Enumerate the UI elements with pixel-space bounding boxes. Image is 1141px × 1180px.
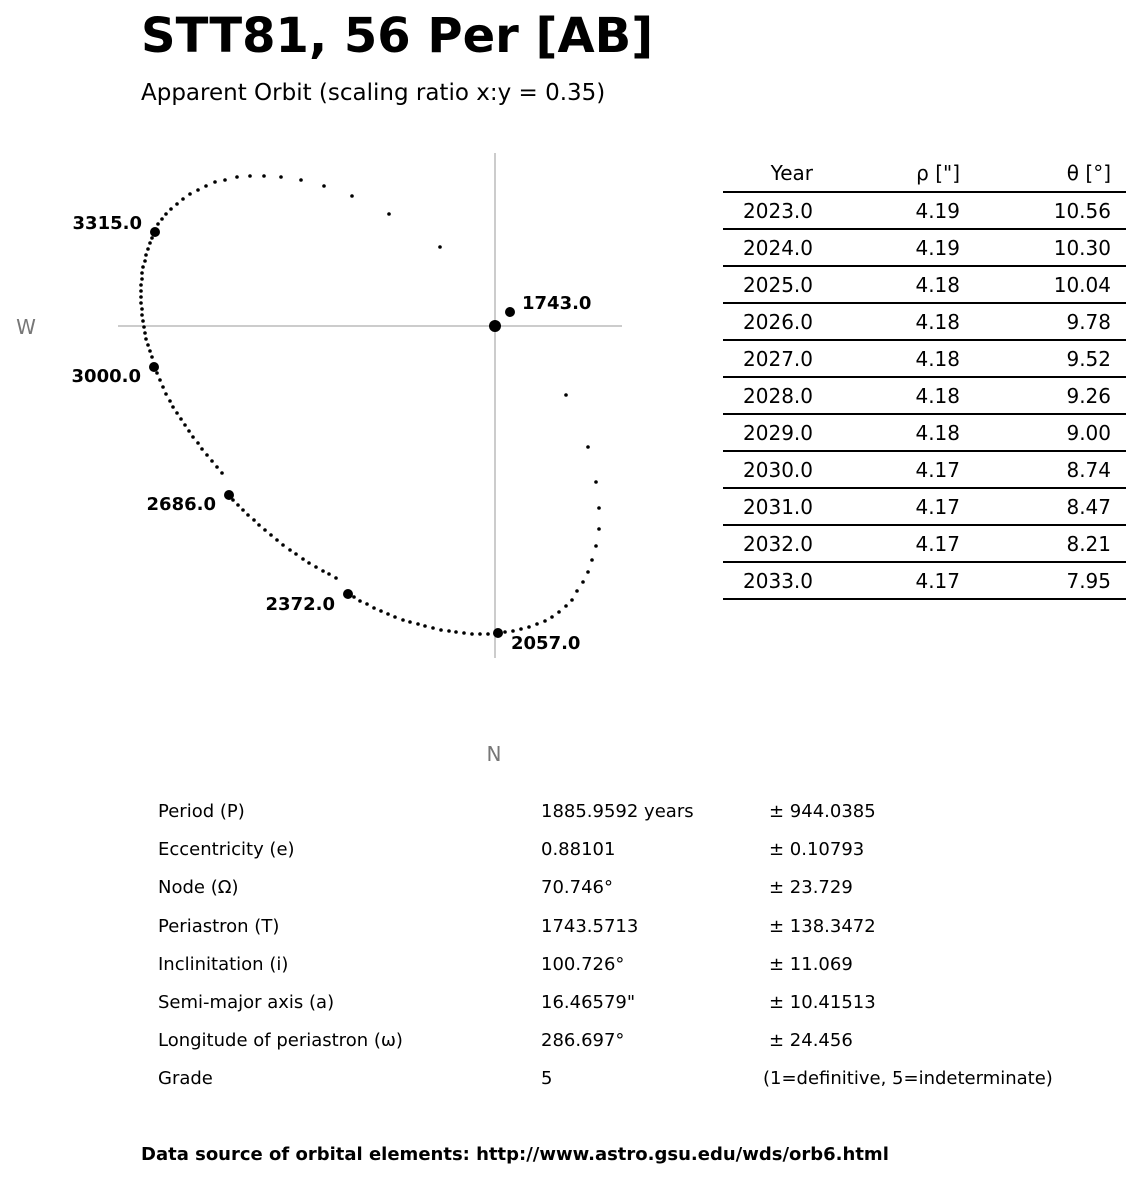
orbit-point <box>140 307 144 311</box>
orbit-point <box>321 569 325 573</box>
orbit-point <box>158 378 162 382</box>
orbit-point <box>246 513 250 517</box>
orbit-point <box>140 313 144 317</box>
cell-rho: 4.18 <box>813 414 960 451</box>
element-row <box>158 986 1118 1024</box>
west-label: W <box>16 315 36 339</box>
orbit-point <box>352 595 356 599</box>
cell-year: 2032.0 <box>723 525 813 562</box>
orbit-point <box>307 561 311 565</box>
orbit-point <box>281 543 285 547</box>
orbit-point <box>594 480 598 484</box>
orbit-point <box>535 622 539 626</box>
orbit-point <box>181 197 185 201</box>
element-error: (1=definitive, 5=indeterminate) <box>763 1068 1053 1090</box>
element-value: 16.46579" <box>541 991 636 1013</box>
orbit-point <box>144 253 148 257</box>
orbit-point <box>169 207 173 211</box>
cell-theta: 10.30 <box>960 229 1126 266</box>
table-row <box>723 340 1126 377</box>
orbit-point <box>241 508 245 512</box>
element-row <box>158 795 1118 833</box>
orbit-point <box>164 212 168 216</box>
orbit-point <box>204 184 208 188</box>
element-row <box>158 1062 1118 1100</box>
orbit-point <box>248 174 252 178</box>
element-row <box>158 871 1118 909</box>
orbit-point <box>187 429 191 433</box>
cell-year: 2024.0 <box>723 229 813 266</box>
orbit-point <box>327 572 331 576</box>
cell-year: 2023.0 <box>723 192 813 229</box>
orbit-point <box>322 184 326 188</box>
orbit-point <box>372 606 376 610</box>
orbit-point <box>148 241 152 245</box>
element-value: 0.88101 <box>541 839 616 861</box>
orbit-point <box>470 632 474 636</box>
orbit-point <box>401 618 405 622</box>
cell-year: 2027.0 <box>723 340 813 377</box>
data-source-footer: Data source of orbital elements: http://www.astro.gsu.edu/wds/orb6.html <box>141 1144 889 1165</box>
orbit-point <box>236 503 240 507</box>
orbit-point <box>594 544 598 548</box>
orbit-point <box>597 506 601 510</box>
epoch-marker <box>343 589 353 599</box>
orbit-point <box>393 615 397 619</box>
element-name: Grade <box>158 1068 213 1090</box>
epoch-label: 1743.0 <box>522 293 592 314</box>
orbit-point <box>301 557 305 561</box>
table-row <box>723 266 1126 303</box>
orbit-point <box>288 548 292 552</box>
orbit-point <box>527 625 531 629</box>
orbit-point <box>148 349 152 353</box>
element-name: Period (P) <box>158 801 245 822</box>
element-value: 1885.9592 years <box>541 801 694 822</box>
cell-theta: 9.78 <box>960 303 1126 340</box>
element-value: 5 <box>541 1068 553 1090</box>
cell-theta: 9.26 <box>960 377 1126 414</box>
epoch-marker <box>493 628 503 638</box>
table-row <box>723 192 1126 229</box>
orbit-point <box>486 632 490 636</box>
orbit-point <box>447 629 451 633</box>
cell-theta: 8.47 <box>960 488 1126 525</box>
orbit-point <box>144 337 148 341</box>
orbit-point <box>179 417 183 421</box>
orbit-point <box>503 630 507 634</box>
cell-theta: 10.56 <box>960 192 1126 229</box>
element-value: 70.746° <box>541 877 613 899</box>
element-name: Node (Ω) <box>158 877 239 899</box>
orbit-point <box>386 612 390 616</box>
orbit-point <box>139 295 143 299</box>
orbit-point <box>269 533 273 537</box>
labeled-epochs <box>72 213 592 654</box>
cell-rho: 4.17 <box>813 451 960 488</box>
table-row <box>723 562 1126 599</box>
element-row <box>158 833 1118 871</box>
orbit-point <box>257 523 261 527</box>
orbit-point <box>235 175 239 179</box>
orbit-point <box>215 465 219 469</box>
cell-year: 2031.0 <box>723 488 813 525</box>
orbit-point <box>550 615 554 619</box>
orbit-point <box>200 447 204 451</box>
orbit-point <box>146 247 150 251</box>
header-rho: ρ ["] <box>813 155 960 192</box>
orbit-point <box>423 624 427 628</box>
element-name: Longitude of periastron (ω) <box>158 1030 403 1052</box>
ephemeris-table <box>723 155 1126 600</box>
orbit-point <box>168 399 172 403</box>
orbit-point <box>175 411 179 415</box>
epoch-marker <box>149 362 159 372</box>
orbit-point <box>275 538 279 542</box>
orbit-point <box>155 371 159 375</box>
orbit-point <box>294 552 298 556</box>
element-error: ± 11.069 <box>769 953 853 975</box>
orbit-point <box>164 392 168 396</box>
chart-subtitle: Apparent Orbit (scaling ratio x:y = 0.35) <box>141 80 606 106</box>
orbit-point <box>160 217 164 221</box>
orbit-point <box>140 277 144 281</box>
orbit-plot <box>0 140 700 780</box>
orbit-point <box>416 622 420 626</box>
cell-theta: 8.74 <box>960 451 1126 488</box>
element-name: Semi-major axis (a) <box>158 991 335 1013</box>
cell-rho: 4.19 <box>813 229 960 266</box>
orbit-point <box>141 319 145 323</box>
cell-rho: 4.19 <box>813 192 960 229</box>
orbit-point <box>557 610 561 614</box>
orbit-points <box>139 174 601 636</box>
cell-year: 2033.0 <box>723 562 813 599</box>
table-row <box>723 377 1126 414</box>
cell-theta: 7.95 <box>960 562 1126 599</box>
table-row <box>723 451 1126 488</box>
element-error: ± 10.41513 <box>769 991 876 1013</box>
element-error: ± 944.0385 <box>769 801 876 822</box>
element-error: ± 24.456 <box>769 1030 853 1052</box>
element-error: ± 23.729 <box>769 877 853 899</box>
orbit-point <box>387 212 391 216</box>
table-row <box>723 414 1126 451</box>
epoch-label: 2057.0 <box>511 633 581 654</box>
cell-rho: 4.18 <box>813 377 960 414</box>
epoch-label: 2372.0 <box>265 594 335 615</box>
orbit-point <box>581 580 585 584</box>
epoch-marker <box>505 307 515 317</box>
orbit-point <box>586 445 590 449</box>
element-value: 1743.5713 <box>541 915 639 937</box>
orbit-point <box>299 178 303 182</box>
orbit-point <box>223 178 227 182</box>
orbit-point <box>564 393 568 397</box>
orbit-point <box>161 385 165 389</box>
orbit-point <box>210 459 214 463</box>
orbit-point <box>438 245 442 249</box>
table-row <box>723 488 1126 525</box>
header-theta: θ [°] <box>960 155 1126 192</box>
element-value: 100.726° <box>541 953 625 975</box>
table-row <box>723 303 1126 340</box>
table-row <box>723 229 1126 266</box>
orbit-point <box>314 565 318 569</box>
cell-year: 2030.0 <box>723 451 813 488</box>
epoch-label: 2686.0 <box>146 494 216 515</box>
cell-rho: 4.18 <box>813 266 960 303</box>
chart-title: STT81, 56 Per [AB] <box>141 8 654 64</box>
cell-year: 2028.0 <box>723 377 813 414</box>
orbit-point <box>140 271 144 275</box>
orbit-point <box>143 259 147 263</box>
element-row <box>158 910 1118 948</box>
cell-theta: 8.21 <box>960 525 1126 562</box>
orbit-point <box>478 632 482 636</box>
orbit-point <box>252 518 256 522</box>
element-row <box>158 1024 1118 1062</box>
orbit-point <box>575 589 579 593</box>
cell-rho: 4.17 <box>813 488 960 525</box>
north-label: N <box>486 742 502 766</box>
orbit-point <box>150 355 154 359</box>
orbit-point <box>431 626 435 630</box>
orbit-point <box>439 628 443 632</box>
element-row <box>158 948 1118 986</box>
cell-theta: 9.00 <box>960 414 1126 451</box>
cell-rho: 4.17 <box>813 562 960 599</box>
orbit-point <box>263 528 267 532</box>
orbit-point <box>175 202 179 206</box>
orbit-point <box>150 236 154 240</box>
orbit-point <box>365 602 369 606</box>
orbit-point <box>408 620 412 624</box>
orbit-point <box>462 631 466 635</box>
element-name: Eccentricity (e) <box>158 839 295 861</box>
orbit-point <box>196 188 200 192</box>
epoch-label: 3315.0 <box>72 213 142 234</box>
cell-theta: 9.52 <box>960 340 1126 377</box>
epoch-marker <box>224 490 234 500</box>
table-header-row <box>723 155 1126 192</box>
element-error: ± 138.3472 <box>769 915 876 937</box>
orbit-point <box>454 630 458 634</box>
cell-rho: 4.18 <box>813 303 960 340</box>
element-name: Periastron (T) <box>158 915 280 937</box>
cell-year: 2026.0 <box>723 303 813 340</box>
orbit-point <box>213 180 217 184</box>
element-value: 286.697° <box>541 1030 625 1052</box>
orbit-point <box>146 343 150 347</box>
orbit-point <box>590 558 594 562</box>
orbit-point <box>570 598 574 602</box>
element-error: ± 0.10793 <box>769 839 865 861</box>
orbital-elements <box>158 795 1118 1101</box>
table-body <box>723 192 1126 599</box>
orbit-point <box>597 527 601 531</box>
orbit-point <box>196 441 200 445</box>
orbit-point <box>139 301 143 305</box>
epoch-marker <box>150 227 160 237</box>
header-year: Year <box>723 155 813 192</box>
orbit-point <box>279 175 283 179</box>
orbit-point <box>171 405 175 409</box>
orbit-point <box>188 192 192 196</box>
orbit-point <box>334 576 338 580</box>
cell-theta: 10.04 <box>960 266 1126 303</box>
table-row <box>723 525 1126 562</box>
orbit-point <box>350 194 354 198</box>
orbit-point <box>143 331 147 335</box>
orbit-point <box>379 609 383 613</box>
orbit-point <box>220 471 224 475</box>
cell-year: 2029.0 <box>723 414 813 451</box>
orbit-point <box>156 222 160 226</box>
cell-rho: 4.17 <box>813 525 960 562</box>
epoch-label: 3000.0 <box>71 366 141 387</box>
orbit-point <box>183 423 187 427</box>
cell-rho: 4.18 <box>813 340 960 377</box>
orbit-point <box>139 289 143 293</box>
cell-year: 2025.0 <box>723 266 813 303</box>
orbit-point <box>519 627 523 631</box>
element-name: Inclinitation (i) <box>158 953 289 975</box>
primary-star-marker <box>489 320 501 332</box>
orbit-point <box>586 570 590 574</box>
orbit-point <box>262 174 266 178</box>
orbit-point <box>205 453 209 457</box>
orbit-point <box>139 283 143 287</box>
orbit-point <box>141 265 145 269</box>
orbit-point <box>564 604 568 608</box>
orbit-point <box>543 619 547 623</box>
orbit-point <box>191 435 195 439</box>
orbit-point <box>358 599 362 603</box>
orbit-point <box>142 325 146 329</box>
